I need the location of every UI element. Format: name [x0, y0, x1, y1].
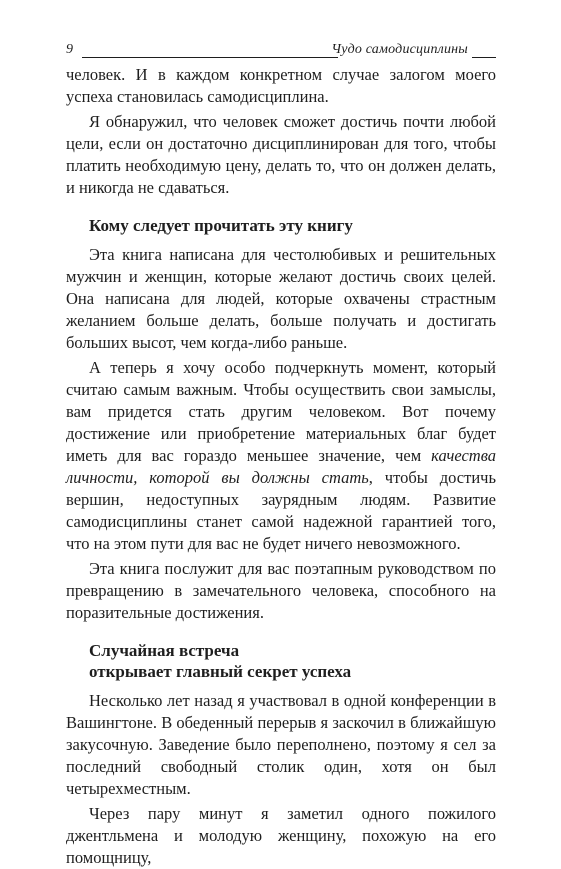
paragraph: Эта книга написана для честолюбивых и решительных мужчин и женщин, которые желают достичь своих целей. Она написана для людей, которые охвачены страстным желанием больше делать, больше получать и достигать больших высот, чем когда-либо раньше. [66, 245, 496, 352]
emphasized-text: качества личности, которой вы должны стать [66, 446, 496, 487]
section-heading-line-1: Случайная встреча [89, 641, 240, 660]
running-header [66, 38, 496, 64]
page-content [66, 64, 496, 869]
page-number: 9 [66, 42, 73, 57]
running-title: Чудо самодисциплины [331, 42, 468, 57]
paragraph-continuation: человек. И в каждом конкретном случае залогом моего успеха становилась самодисциплина. [66, 65, 496, 106]
section-heading-line-2: открывает главный секрет успеха [89, 662, 352, 681]
section-heading-chance-meeting [66, 640, 496, 682]
paragraph-text: , чтобы достичь вершин, недоступных заурядным людям. Развитие самодисциплины станет самой надежной гарантией того, что на этом пути для вас не будет ничего невозможного. [66, 468, 496, 553]
section-heading-who-should-read [66, 215, 496, 236]
header-rule [82, 57, 338, 58]
header-rule-end [472, 57, 496, 58]
section-heading-text: Кому следует прочитать эту книгу [89, 216, 353, 235]
book-page [66, 38, 496, 869]
paragraph-with-emphasis [66, 357, 496, 555]
paragraph: Эта книга послужит для вас поэтапным руководством по превращению в замечательного человека, способного на поразительные достижения. [66, 559, 496, 622]
paragraph: Я обнаружил, что человек сможет достичь почти любой цели, если он достаточно дисциплинирован для того, чтобы платить необходимую цену, делать то, что он должен делать, и никогда не сдаваться. [66, 112, 496, 197]
paragraph-text: А теперь я хочу особо подчеркнуть момент, который считаю самым важным. Чтобы осуществить свои замыслы, вам придется стать другим человеком. Вот почему достижение или приобретение материальных благ будет иметь для вас гораздо меньшее значение, чем [66, 358, 496, 465]
paragraph: Несколько лет назад я участвовал в одной конференции в Вашингтоне. В обеденный перерыв я заскочил в ближайшую закусочную. Заведение было переполнено, поэтому я сел за последний свободный столик один, хотя он был четырехместным. [66, 691, 496, 798]
paragraph: Через пару минут я заметил одного пожилого джентльмена и молодую женщину, похожую на его помощницу, [66, 804, 496, 867]
